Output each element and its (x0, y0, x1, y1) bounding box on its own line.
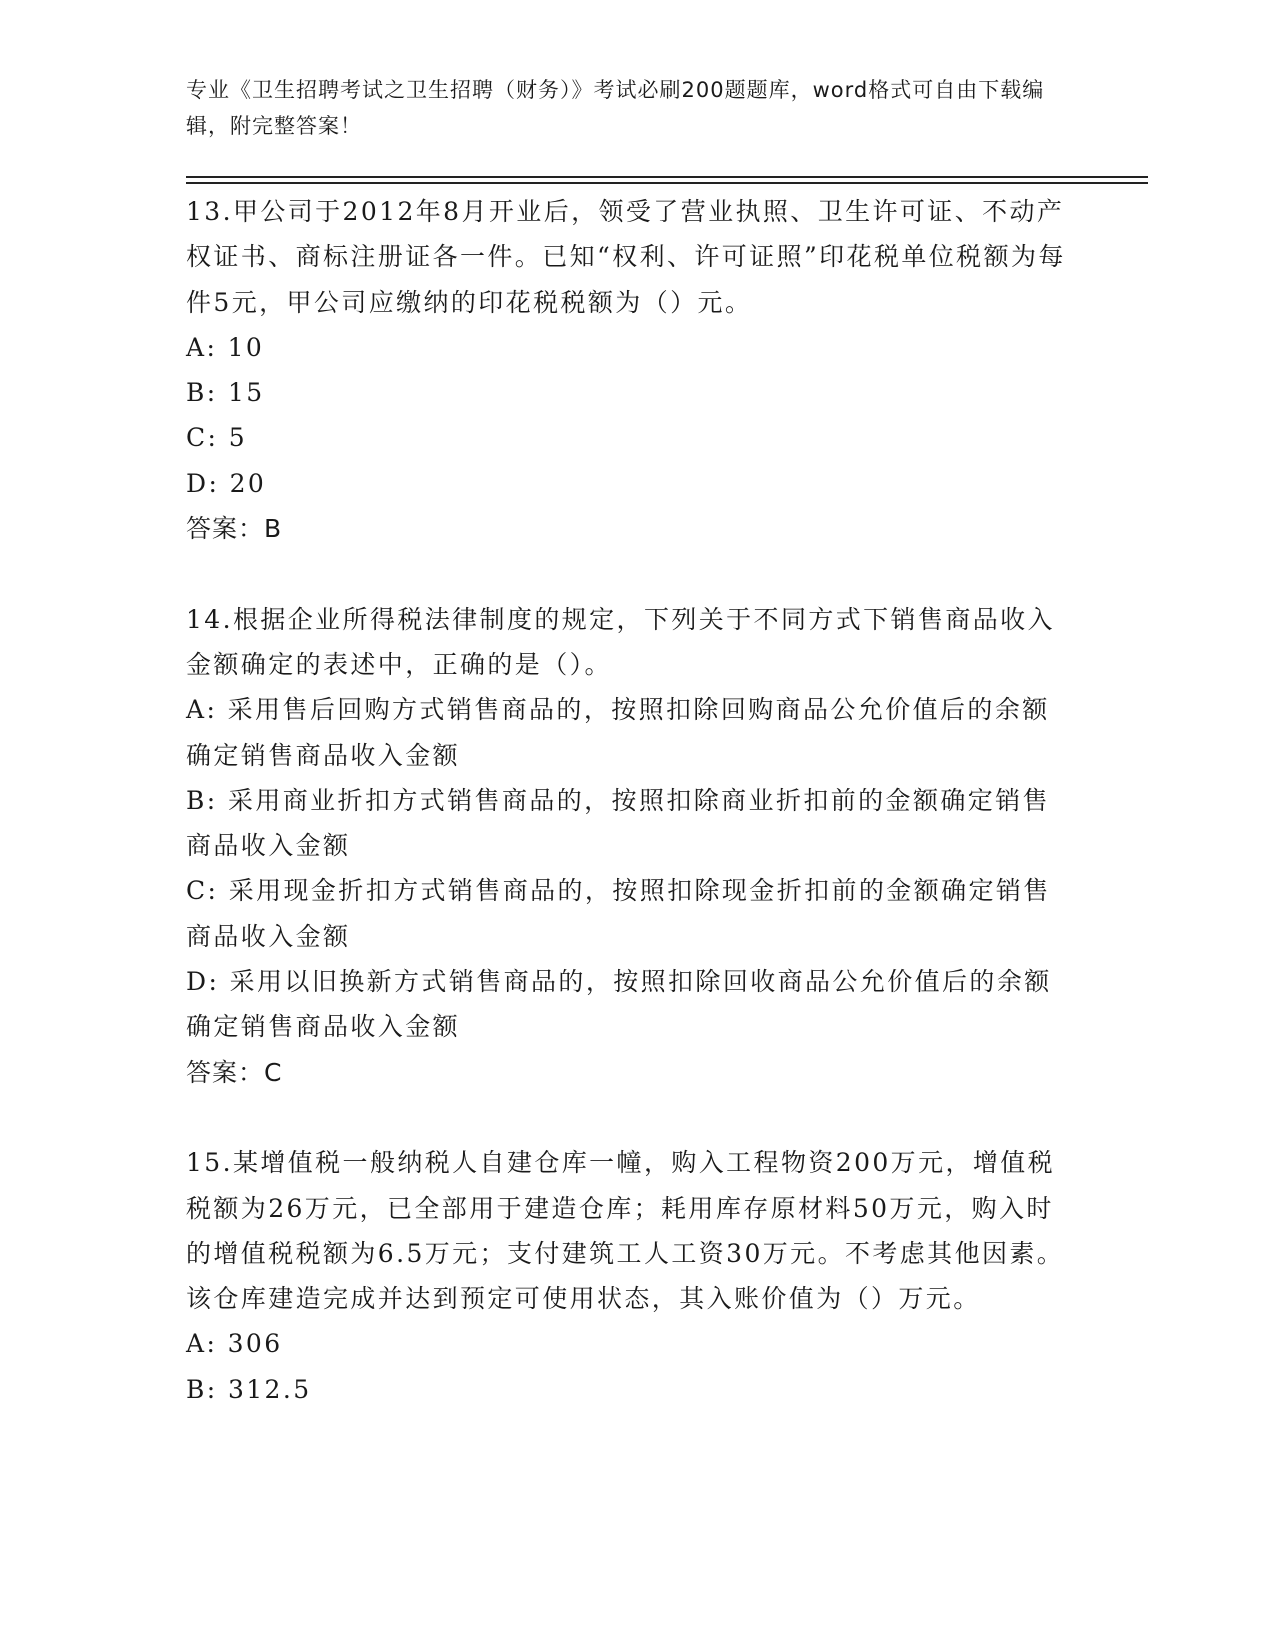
option-a: A: 306 (186, 1329, 283, 1359)
option-d: D: 20 (186, 468, 267, 498)
question-text: 14.根据企业所得税法律制度的规定，下列关于不同方式下销售商品收入金额确定的表述中，正确的是（）。 (186, 604, 1055, 679)
option-b: B: 15 (186, 378, 265, 408)
header-divider-bottom (186, 182, 1148, 184)
option-b: B: 312.5 (186, 1374, 312, 1404)
question-spacer (186, 551, 1066, 596)
option-c: C: 5 (186, 423, 248, 453)
option-d: D: 采用以旧换新方式销售商品的，按照扣除回收商品公允价值后的余额确定销售商品收入金额 (186, 967, 1052, 1042)
document-header: 专业《卫生招聘考试之卫生招聘（财务）》考试必刷200题题库，word格式可自由下载编辑，附完整答案！ (186, 78, 1045, 138)
question-text: 15.某增值税一般纳税人自建仓库一幢，购入工程物资200万元，增值税税额为26万元，已全部用于建造仓库；耗用库存原材料50万元，购入时的增值税税额为6.5万元；支付建筑工人工资30万元。不考虑其他因素。该仓库建造完成并达到预定可使用状态，其入账价值为（）万元。 (186, 1148, 1065, 1314)
question-14 (186, 597, 1066, 1095)
question-spacer (186, 1095, 1066, 1140)
question-text: 13.甲公司于2012年8月开业后，领受了营业执照、卫生许可证、不动产权证书、商标注册证各一件。已知“权利、许可证照”印花税单位税额为每件5元，甲公司应缴纳的印花税税额为（）元。 (186, 197, 1066, 317)
answer-label: 答案：B (186, 514, 283, 544)
option-b: B: 采用商业折扣方式销售商品的，按照扣除商业折扣前的金额确定销售商品收入金额 (186, 785, 1050, 861)
question-15 (186, 1140, 1066, 1412)
answer-label: 答案：C (186, 1057, 283, 1087)
question-13 (186, 189, 1066, 551)
question-list (186, 189, 1066, 1412)
option-a: A: 采用售后回购方式销售商品的，按照扣除回购商品公允价值后的余额确定销售商品收入金额 (186, 695, 1050, 770)
option-c: C: 采用现金折扣方式销售商品的，按照扣除现金折扣前的金额确定销售商品收入金额 (186, 876, 1051, 951)
header-divider-top (186, 176, 1148, 178)
option-a: A: 10 (186, 332, 265, 362)
